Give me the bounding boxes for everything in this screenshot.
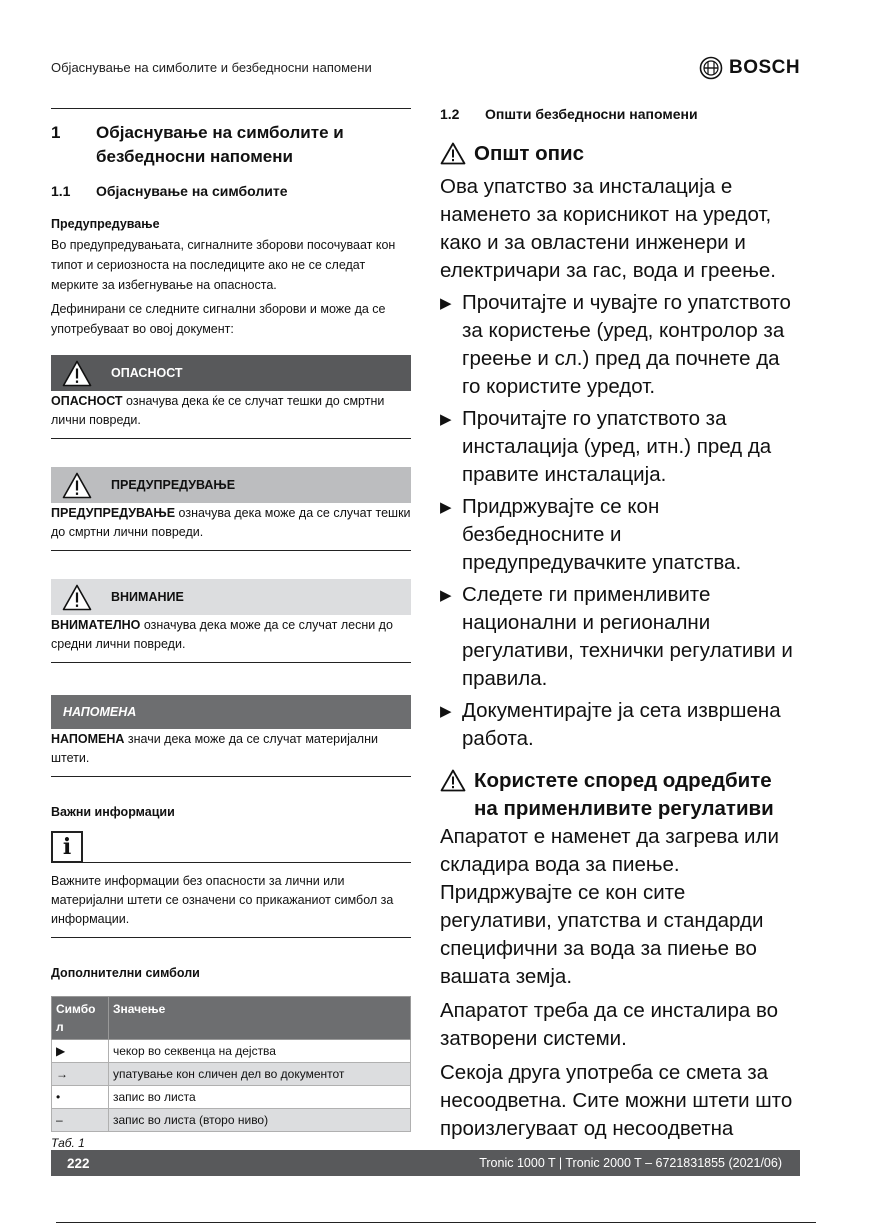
- intended-use-paragraph: Апаратот е наменет да загрева или складира вода за пиење. Придржувајте се кон сите регулативи, упатства и стандарди специфични за вода за пиење во вашата земја.: [440, 825, 779, 988]
- page-footer: [51, 1150, 800, 1176]
- warning-triangle-icon: [440, 142, 466, 165]
- table-header-meaning: Значење: [109, 997, 411, 1040]
- closed-systems-paragraph: Апаратот треба да се инсталира во затворени системи.: [440, 999, 779, 1050]
- warning-text: ПРЕДУПРЕДУВАЊЕ означува дека може да се случат тешки до смртни лични повреди.: [51, 503, 411, 551]
- caution-title: ВНИМАНИЕ: [111, 590, 184, 604]
- improper-use-paragraph: Секоја друга употреба се смета за несоодветна. Сите можни штети што произлегуваат од несоодветна: [440, 1061, 793, 1140]
- bosch-logo: [699, 55, 800, 81]
- step-arrow-icon: ▶: [440, 295, 452, 312]
- warning-triangle-icon: [440, 769, 466, 792]
- notice-title: НАПОМЕНА: [63, 705, 137, 719]
- intro-paragraph: Ова упатство за инсталација е наменето за корисникот на уредот, како и за овластени инженери и електричари за гас, вода и греење.: [440, 175, 776, 282]
- table-row: • запис во листа: [52, 1086, 411, 1109]
- caution-text: ВНИМАТЕЛНО означува дека може да се случат лесни до средни лични повреди.: [51, 615, 411, 663]
- step-arrow-icon: ▶: [440, 587, 452, 604]
- list-item: ▶ Следете ги применливите национални и регионални регулативи, технички регулативи и правила.: [440, 581, 800, 693]
- warning-triangle-icon: [62, 360, 92, 387]
- list-item: ▶ Прочитајте и чувајте го упатството за користење (уред, контролор за греење и сл.) пред да почнете да го користите уредот.: [440, 289, 800, 401]
- caution-box: [51, 579, 411, 663]
- section-heading-1: 1 Објаснување на симболите и безбедносни напомени: [51, 123, 344, 166]
- warning-triangle-icon: [62, 472, 92, 499]
- info-symbol-row: [51, 831, 411, 863]
- danger-box: [51, 355, 411, 439]
- warning-bar: [51, 467, 411, 503]
- symbols-table: [51, 996, 411, 1132]
- table-header-symbol: Симбо л: [52, 997, 109, 1040]
- danger-bar: [51, 355, 411, 391]
- warning-title: ПРЕДУПРЕДУВАЊЕ: [111, 478, 236, 492]
- info-icon: i: [51, 831, 83, 863]
- table-row: – запис во листа (второ ниво): [52, 1109, 411, 1132]
- general-description-heading: Општ опис: [440, 140, 800, 173]
- important-info-label: Важни информации: [51, 805, 175, 819]
- list-item: ▶ Документирајте ја сета извршена работа.: [440, 697, 800, 753]
- running-header: Објаснување на симболите и безбедносни напомени: [51, 60, 372, 75]
- signal-words-paragraph: Дефинирани се следните сигнални зборови и може да се употребуваат во овој документ:: [51, 302, 386, 336]
- warnings-paragraph: Во предупредувањата, сигналните зборови посочуваат кон типот и сериозноста на последиците ако не се следат мерките за избегнување на опасноста.: [51, 238, 396, 292]
- important-info-text: Важните информации без опасности за лични или материјални штети се означени со прикажаниот симбол за информации.: [51, 871, 411, 938]
- danger-text: ОПАСНОСТ означува дека ќе се случат тешки до смртни лични повреди.: [51, 391, 411, 439]
- danger-title: ОПАСНОСТ: [111, 366, 183, 380]
- bosch-armature-icon: [699, 56, 723, 80]
- logo-text: BOSCH: [729, 57, 801, 78]
- additional-symbols-label: Дополнителни симболи: [51, 966, 200, 980]
- section-heading-1-1: 1.1 Објаснување на симболите: [51, 183, 288, 199]
- section-heading-1-2: 1.2 Општи безбедносни напомени: [440, 106, 698, 122]
- warnings-label: Предупредување: [51, 217, 160, 231]
- warning-triangle-icon: [62, 584, 92, 611]
- table-row: ▶ чекор во секвенца на дејства: [52, 1040, 411, 1063]
- warning-box: [51, 467, 411, 551]
- caution-bar: [51, 579, 411, 615]
- step-arrow-icon: ▶: [440, 499, 452, 516]
- table-row: → упатување кон сличен дел во документот: [52, 1063, 411, 1086]
- bottom-divider: [56, 1222, 816, 1223]
- notice-box: [51, 695, 411, 777]
- step-arrow-icon: ▶: [440, 411, 452, 428]
- table-caption: Таб. 1: [51, 1136, 85, 1150]
- step-arrow-icon: ▶: [440, 703, 452, 720]
- list-item: ▶ Придржувајте се кон безбедносните и предупредувачките упатства.: [440, 493, 800, 577]
- page-number: 222: [67, 1155, 90, 1171]
- notice-bar: [51, 695, 411, 729]
- left-column: [51, 108, 411, 1150]
- intended-use-heading: Користете според одредбите на применливите регулативи: [440, 767, 800, 823]
- notice-text: НАПОМЕНА значи дека може да се случат материјални штети.: [51, 729, 411, 777]
- document-id: Tronic 1000 T | Tronic 2000 T – 6721831855 (2021/06): [479, 1156, 782, 1170]
- list-item: ▶ Прочитајте го упатството за инсталација (уред, итн.) пред да правите инсталација.: [440, 405, 800, 489]
- right-column: [440, 104, 800, 1143]
